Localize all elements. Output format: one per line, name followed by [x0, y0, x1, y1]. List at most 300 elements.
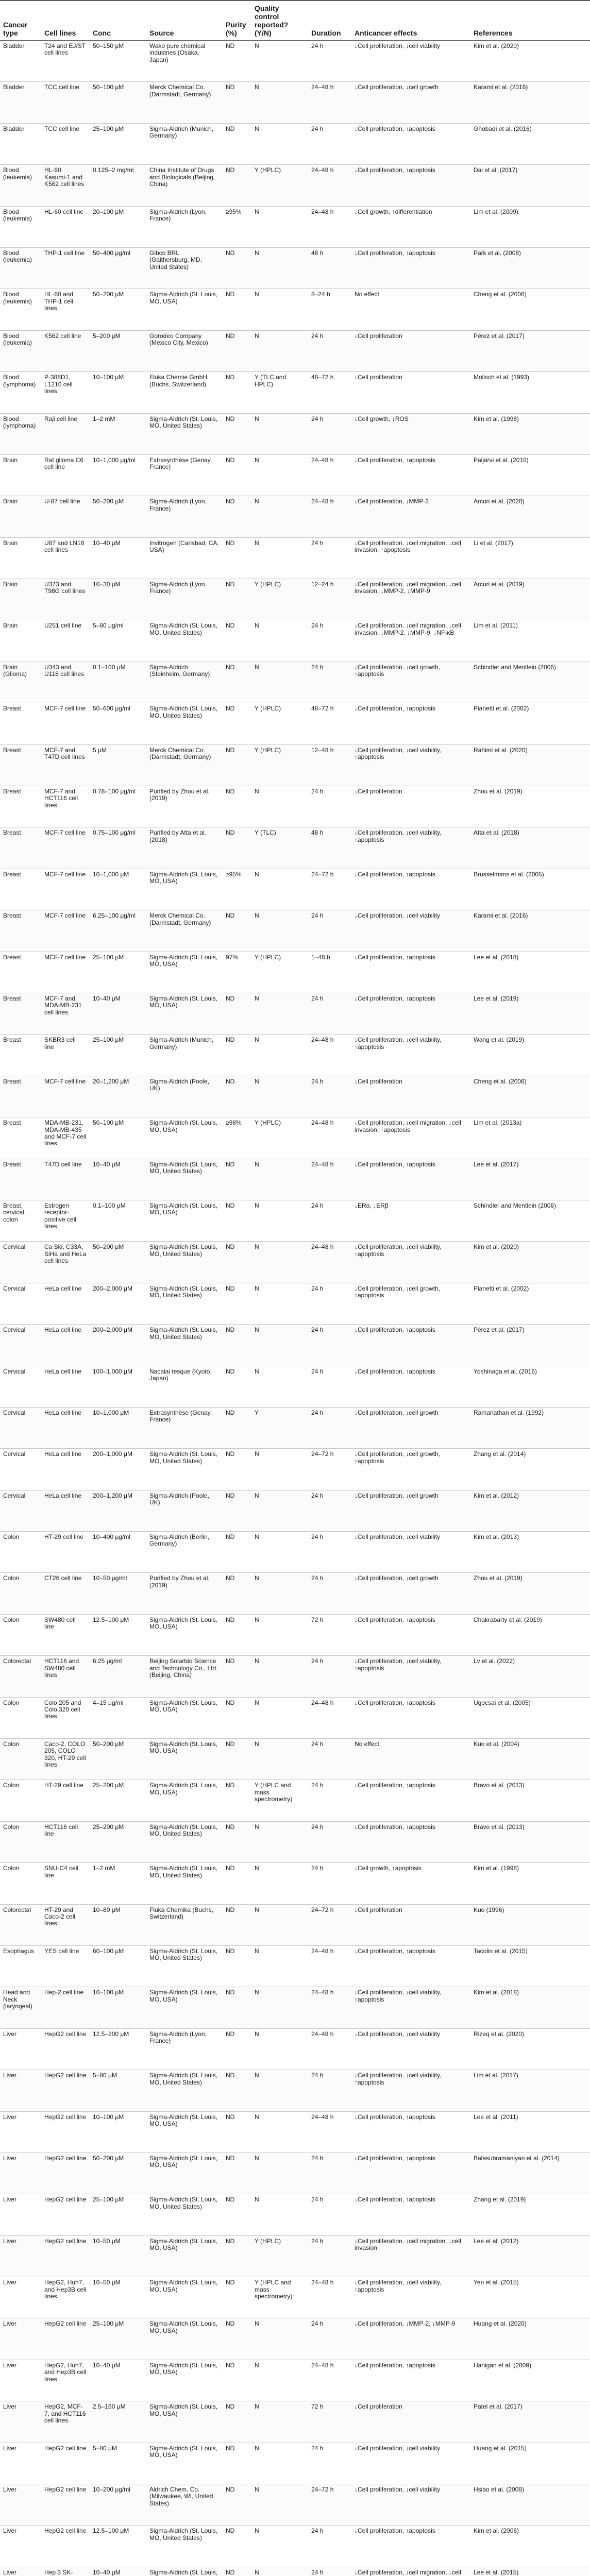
cell-purity: ND [223, 2567, 251, 2576]
cell-duration: 24 h [308, 1532, 351, 1573]
cell-cell-lines: HeLa cell line [41, 1283, 90, 1324]
cell-source: Sigma-Aldrich (St. Louis, MO, USA) [146, 952, 223, 993]
cell-quality-control: N [251, 1697, 308, 1738]
cell-cancer-type: Blood (leukemia) [0, 289, 41, 330]
cell-references: Hanigan et al. (2009) [470, 2360, 590, 2401]
cell-source: Wako pure chemical industries (Osaka, Japan) [146, 41, 223, 82]
cell-purity: ND [223, 41, 251, 82]
cell-cell-lines: MCF-7 cell line [41, 703, 90, 744]
table-header-row [0, 1, 590, 41]
cell-source: Sigma-Aldrich (St. Louis, MO, United States) [146, 1945, 223, 1987]
cell-conc: 10–40 μM [90, 2567, 146, 2576]
cell-purity: ≥98% [223, 1117, 251, 1159]
cell-quality-control: N [251, 2070, 308, 2111]
cell-cancer-type: Head and Neck (laryngeal) [0, 1987, 41, 2028]
cell-anticancer-effects: ↓Cell proliferation, ↓cell growth, ↑apoptosis [351, 1449, 470, 1490]
cell-cancer-type: Bladder [0, 41, 41, 82]
cell-anticancer-effects: ↓Cell proliferation, ↓cell growth [351, 82, 470, 123]
header-conc: Conc [90, 1, 146, 41]
cell-anticancer-effects: ↓Cell proliferation, ↓cell viability, ↑apoptosis [351, 744, 470, 786]
cell-anticancer-effects: ↓Cell proliferation [351, 330, 470, 371]
cell-duration: 8–24 h [308, 289, 351, 330]
cell-conc: 25–100 μM [90, 2318, 146, 2360]
header-duration: Duration [308, 1, 351, 41]
cell-references: Molisch et al. (1993) [470, 372, 590, 413]
cell-quality-control: N [251, 910, 308, 952]
cell-source: Beijing Solarbio Science and Technology Co., Ltd. (Beijing, China) [146, 1656, 223, 1697]
cell-purity: ND [223, 786, 251, 827]
table-row [0, 869, 590, 910]
cell-quality-control: N [251, 2526, 308, 2567]
cell-source: Sigma-Aldrich (St. Louis, MO, USA) [146, 2318, 223, 2360]
cell-purity: ND [223, 1863, 251, 1904]
cell-cell-lines: MDA-MB-231, MDA-MB-435 and MCF-7 cell lines [41, 1117, 90, 1159]
cell-references: Atta et al. (2018) [470, 827, 590, 869]
cell-quality-control: N [251, 454, 308, 496]
cell-cell-lines: U373 and T98G cell lines [41, 579, 90, 620]
cell-purity: ND [223, 1573, 251, 1614]
cell-cell-lines: HL-60 and THP-1 cell lines [41, 289, 90, 330]
cell-duration: 24 h [308, 1076, 351, 1117]
cell-quality-control: Y (HPLC) [251, 703, 308, 744]
cell-duration: 72 h [308, 2401, 351, 2443]
table-row [0, 247, 590, 289]
cell-anticancer-effects: ↓Cell proliferation, ↑apoptosis [351, 2194, 470, 2235]
cell-references: Kim et al. (2020) [470, 1242, 590, 1283]
cell-anticancer-effects: ↓Cell proliferation, ↓cell growth [351, 1490, 470, 1531]
cell-anticancer-effects: ↓Cell proliferation, ↓cell growth, ↑apoptosis [351, 662, 470, 703]
cell-anticancer-effects: ↓Cell proliferation, ↑apoptosis [351, 2360, 470, 2401]
cell-cancer-type: Cervical [0, 1407, 41, 1448]
table-row [0, 41, 590, 82]
cell-duration: 24–48 h [308, 82, 351, 123]
table-row [0, 2443, 590, 2484]
cell-cancer-type: Liver [0, 2070, 41, 2111]
cell-source: Sigma-Aldrich (St. Louis, MO, USA) [146, 289, 223, 330]
cell-references: Bravo et al. (2013) [470, 1780, 590, 1821]
cell-duration: 1–48 h [308, 952, 351, 993]
cell-anticancer-effects: ↓Cell proliferation, ↓cell viability, ↑apoptosis [351, 827, 470, 869]
cell-anticancer-effects: ↓Cell proliferation, ↑apoptosis [351, 1821, 470, 1862]
cell-conc: 25–100 μM [90, 2194, 146, 2235]
cell-cancer-type: Liver [0, 2153, 41, 2194]
table-row [0, 1863, 590, 1904]
cell-duration: 24–48 h [308, 496, 351, 537]
cell-cancer-type: Bladder [0, 82, 41, 123]
table-row [0, 579, 590, 620]
cell-conc: 10–1,000 μM [90, 869, 146, 910]
cell-quality-control: N [251, 1366, 308, 1407]
cell-quality-control: N [251, 2111, 308, 2153]
table-row [0, 703, 590, 744]
table-row [0, 1945, 590, 1987]
cell-conc: 200–2,000 μM [90, 1325, 146, 1366]
cell-cancer-type: Cervical [0, 1490, 41, 1531]
cell-cancer-type: Colon [0, 1821, 41, 1862]
cell-source: Nacalai tesque (Kyoto, Japan) [146, 1366, 223, 1407]
cell-anticancer-effects: ↓ERα, ↓ERβ [351, 1200, 470, 1241]
cell-cell-lines: U87 and LN18 cell lines [41, 537, 90, 579]
cell-conc: 10–40 μM [90, 2360, 146, 2401]
cell-quality-control: Y (HPLC) [251, 165, 308, 206]
cell-conc: 10–100 μM [90, 2111, 146, 2153]
cell-references: Zhou et al. (2019) [470, 1573, 590, 1614]
cell-source: Sigma-Aldrich (St. Louis, MO, USA) [146, 993, 223, 1034]
cell-cell-lines: HL-60, Kasumi-1 and K562 cell lines [41, 165, 90, 206]
cell-references: Zhang et al. (2014) [470, 1449, 590, 1490]
cell-cell-lines: HepG2 cell line [41, 2153, 90, 2194]
cell-references: Kim et al. (2020) [470, 41, 590, 82]
cell-cancer-type: Liver [0, 2526, 41, 2567]
cell-duration: 24–72 h [308, 1449, 351, 1490]
cell-references: Rizeq et al. (2020) [470, 2028, 590, 2070]
table-row [0, 1780, 590, 1821]
cell-cell-lines: MCF-7 and HCT116 cell lines [41, 786, 90, 827]
cell-quality-control: Y (HPLC and mass spectrometry) [251, 2277, 308, 2318]
cell-duration: 24 h [308, 1283, 351, 1324]
table-row [0, 827, 590, 869]
cell-quality-control: N [251, 1739, 308, 1780]
cell-conc: 50–400 μg/ml [90, 247, 146, 289]
cell-duration: 24 h [308, 1780, 351, 1821]
cell-anticancer-effects: ↓Cell proliferation, ↑apoptosis [351, 1697, 470, 1738]
cell-cell-lines: MCF-7 cell line [41, 952, 90, 993]
table-row [0, 1739, 590, 1780]
cell-source: Sigma-Aldrich (Lyon, France) [146, 579, 223, 620]
cell-source: Sigma-Aldrich (St. Louis, MO, United States) [146, 2526, 223, 2567]
cell-purity: ND [223, 2153, 251, 2194]
table-row [0, 1821, 590, 1862]
cell-quality-control: N [251, 1325, 308, 1366]
cell-conc: 10–50 μM [90, 2235, 146, 2277]
cell-cell-lines: HepG2 cell line [41, 2235, 90, 2277]
cell-anticancer-effects: ↓Cell proliferation, ↓cell viability [351, 910, 470, 952]
cell-quality-control: N [251, 247, 308, 289]
cell-quality-control: N [251, 1821, 308, 1862]
cell-source: Sigma-Aldrich (St. Louis, MO, United States) [146, 620, 223, 662]
cell-conc: 5 μM [90, 744, 146, 786]
cell-cell-lines: Ca Ski, C33A, SiHa and HeLa cell lines [41, 1242, 90, 1283]
cell-anticancer-effects: ↓Cell proliferation, ↓cell migration, ↓cell invasion, ↑apoptosis [351, 537, 470, 579]
cell-anticancer-effects: ↓Cell proliferation, ↓cell growth [351, 1407, 470, 1448]
table-body [0, 41, 590, 2576]
cell-conc: 10–1,000 μM [90, 1407, 146, 1448]
cell-references: Zhou et al. (2019) [470, 786, 590, 827]
cell-conc: 10–50 μM [90, 2277, 146, 2318]
cell-anticancer-effects: ↓Cell proliferation, ↑apoptosis [351, 703, 470, 744]
cell-purity: ND [223, 537, 251, 579]
table-row [0, 289, 590, 330]
cell-cancer-type: Colon [0, 1532, 41, 1573]
table-row [0, 662, 590, 703]
cell-references: Huang et al. (2020) [470, 2318, 590, 2360]
cell-source: Sigma-Aldrich (St. Louis, MO, United States) [146, 2194, 223, 2235]
cell-source: Merck Chemical Co. (Darmstadt, Germany) [146, 744, 223, 786]
cell-duration: 24–48 h [308, 1035, 351, 1076]
cell-purity: ND [223, 662, 251, 703]
table-row [0, 2028, 590, 2070]
cell-cell-lines: MCF-7 cell line [41, 910, 90, 952]
cell-quality-control: Y (HPLC) [251, 744, 308, 786]
cell-duration: 24–48 h [308, 1987, 351, 2028]
table-row [0, 82, 590, 123]
table-row [0, 2567, 590, 2576]
cell-quality-control: N [251, 662, 308, 703]
table-row [0, 993, 590, 1034]
cell-references: Li et al. (2017) [470, 537, 590, 579]
cell-duration: 24–72 h [308, 869, 351, 910]
table-row [0, 620, 590, 662]
cell-anticancer-effects: ↓Cell proliferation, ↓cell viability, ↑apoptosis [351, 2277, 470, 2318]
table-row [0, 1325, 590, 1366]
cell-cancer-type: Brain (Glioma) [0, 662, 41, 703]
cell-duration: 24–48 h [308, 2277, 351, 2318]
cell-conc: 10–1,000 μg/ml [90, 454, 146, 496]
cell-cancer-type: Breast [0, 827, 41, 869]
table-row [0, 2526, 590, 2567]
cell-references: Lim et al. (2017) [470, 2070, 590, 2111]
header-purity: Purity (%) [223, 1, 251, 41]
cell-quality-control: N [251, 1656, 308, 1697]
cell-source: Invitrogen (Carlsbad, CA, USA) [146, 537, 223, 579]
cell-anticancer-effects: ↓Cell proliferation, ↓cell migration, ↓cell invasion, ↓MMP-2, ↓MMP-9, ↓NF-κB [351, 620, 470, 662]
cell-source: Sigma-Aldrich (Steinheim, Germany) [146, 662, 223, 703]
cell-source: Sigma-Aldrich (Lyon, France) [146, 2028, 223, 2070]
cell-source: Sigma-Aldrich (Munich, Germany) [146, 1035, 223, 1076]
cell-purity: ND [223, 2443, 251, 2484]
cell-cancer-type: Liver [0, 2443, 41, 2484]
cell-purity: ND [223, 289, 251, 330]
cell-references: Dai et al. (2017) [470, 165, 590, 206]
table-row [0, 1076, 590, 1117]
cell-cancer-type: Cervical [0, 1242, 41, 1283]
cell-duration: 24 h [308, 910, 351, 952]
table-row [0, 413, 590, 454]
cell-source: Gorodeo Company (Mexico City, Mexico) [146, 330, 223, 371]
cell-duration: 24 h [308, 1863, 351, 1904]
cell-cancer-type: Cervical [0, 1283, 41, 1324]
cell-duration: 24 h [308, 2235, 351, 2277]
cell-conc: 12.5–100 μM [90, 2526, 146, 2567]
cell-duration: 72 h [308, 1614, 351, 1655]
cell-quality-control: N [251, 289, 308, 330]
cell-quality-control: N [251, 413, 308, 454]
cell-duration: 24 h [308, 620, 351, 662]
cell-anticancer-effects: ↓Cell proliferation, ↓cell viability, ↑apoptosis [351, 1242, 470, 1283]
cell-purity: ND [223, 2070, 251, 2111]
header-source: Source [146, 1, 223, 41]
cell-source: Sigma-Aldrich (St. Louis, MO, United States) [146, 1242, 223, 1283]
cell-source: Merck Chemical Co. (Darmstadt, Germany) [146, 910, 223, 952]
cell-anticancer-effects: ↓Cell proliferation, ↓cell migration, ↓cell invasion [351, 2235, 470, 2277]
cell-purity: 97% [223, 952, 251, 993]
cell-cell-lines: U-87 cell line [41, 496, 90, 537]
table-row [0, 1035, 590, 1076]
cell-anticancer-effects: ↓Cell proliferation [351, 1904, 470, 1945]
table-row [0, 2235, 590, 2277]
cell-anticancer-effects: ↓Cell growth, ↓ROS [351, 413, 470, 454]
cell-source: Sigma-Aldrich (Poole, UK) [146, 1490, 223, 1531]
table-row [0, 2111, 590, 2153]
cell-purity: ND [223, 1366, 251, 1407]
table-row [0, 496, 590, 537]
cell-purity: ND [223, 2111, 251, 2153]
cell-quality-control: Y [251, 1407, 308, 1448]
cell-anticancer-effects: ↓Cell proliferation, ↑apoptosis [351, 993, 470, 1034]
cell-references: Ghobadi et al. (2016) [470, 123, 590, 164]
cell-references: Kim et al. (2018) [470, 1987, 590, 2028]
cell-quality-control: Y (TLC) [251, 827, 308, 869]
cell-source: Sigma-Aldrich (St. Louis, MO, USA) [146, 1739, 223, 1780]
cell-cancer-type: Liver [0, 2028, 41, 2070]
cell-conc: 10–400 μg/ml [90, 1532, 146, 1573]
cell-references: Hsiao et al. (2008) [470, 2484, 590, 2526]
cell-conc: 1–2 mM [90, 413, 146, 454]
cell-cancer-type: Liver [0, 2360, 41, 2401]
cell-purity: ND [223, 744, 251, 786]
cell-cancer-type: Colon [0, 1614, 41, 1655]
cell-purity: ND [223, 1076, 251, 1117]
cell-duration: 24 h [308, 1490, 351, 1531]
cell-cancer-type: Breast [0, 869, 41, 910]
cell-purity: ND [223, 2277, 251, 2318]
cell-source: Extrasynthèse (Genay, France) [146, 1407, 223, 1448]
cell-cell-lines: CT26 cell line [41, 1573, 90, 1614]
cell-source: Purified by Zhou et al. (2019) [146, 1573, 223, 1614]
cell-conc: 50–150 μM [90, 41, 146, 82]
cell-anticancer-effects: ↓Cell proliferation, ↓cell growth, ↑apoptosis [351, 1283, 470, 1324]
cell-references: Bravo et al. (2013) [470, 1821, 590, 1862]
table-row [0, 910, 590, 952]
cell-quality-control: N [251, 2318, 308, 2360]
cell-source: Gibco BRL (Gaithersburg, MD, United States) [146, 247, 223, 289]
cell-purity: ND [223, 620, 251, 662]
cell-quality-control: N [251, 1159, 308, 1200]
cell-purity: ND [223, 2526, 251, 2567]
cell-conc: 10–30 μM [90, 579, 146, 620]
cell-duration: 24 h [308, 2153, 351, 2194]
cell-source: Sigma-Aldrich (St. Louis, MO, United States) [146, 1863, 223, 1904]
cell-duration: 24–48 h [308, 454, 351, 496]
cell-quality-control: N [251, 993, 308, 1034]
cell-quality-control: N [251, 1200, 308, 1241]
header-anticancer-effects: Anticancer effects [351, 1, 470, 41]
cell-source: Fluka Chemie GmbH (Buchs, Switzerland) [146, 372, 223, 413]
cell-source: Sigma-Aldrich (St. Louis, MO, United States) [146, 413, 223, 454]
cell-anticancer-effects: ↓Cell proliferation, ↑apoptosis [351, 1325, 470, 1366]
cell-references: Park et al. (2008) [470, 247, 590, 289]
cell-purity: ND [223, 2360, 251, 2401]
cell-purity: ND [223, 82, 251, 123]
cell-quality-control: N [251, 1490, 308, 1531]
cell-quality-control: N [251, 2443, 308, 2484]
cell-cancer-type: Liver [0, 2318, 41, 2360]
cell-source: Sigma-Aldrich (St. Louis, MO, USA) [146, 1987, 223, 2028]
cell-source: Sigma-Aldrich (St. Louis, MO, United States) [146, 703, 223, 744]
cell-anticancer-effects: ↓Cell proliferation, ↑apoptosis [351, 1614, 470, 1655]
cell-duration: 24 h [308, 2567, 351, 2576]
cell-cancer-type: Breast [0, 1159, 41, 1200]
cell-cell-lines: HepG2 cell line [41, 2526, 90, 2567]
cell-conc: 10–50 μg/ml [90, 1573, 146, 1614]
cell-cancer-type: Colorectal [0, 1904, 41, 1945]
table-row [0, 372, 590, 413]
cell-quality-control: Y (HPLC) [251, 579, 308, 620]
cell-references: Lee et al. (2018) [470, 952, 590, 993]
cell-cancer-type: Bladder [0, 123, 41, 164]
cell-purity: ND [223, 2484, 251, 2526]
cell-quality-control: N [251, 1449, 308, 1490]
cell-anticancer-effects: ↓Cell proliferation, ↓cell viability, ↑apoptosis [351, 1656, 470, 1697]
cell-cell-lines: HepG2 cell line [41, 2318, 90, 2360]
cell-references: Kuo et al. (2004) [470, 1739, 590, 1780]
cell-cell-lines: Rat glioma C6 cell line [41, 454, 90, 496]
cell-conc: 50–100 μM [90, 82, 146, 123]
cell-cell-lines: HepG2 cell line [41, 2070, 90, 2111]
table-row [0, 206, 590, 247]
cell-quality-control: Y (HPLC and mass spectrometry) [251, 1780, 308, 1821]
cell-conc: 0.1–100 μM [90, 662, 146, 703]
cell-conc: 5–200 μM [90, 330, 146, 371]
cell-cancer-type: Esophagus [0, 1945, 41, 1987]
cell-cancer-type: Brain [0, 454, 41, 496]
cell-quality-control: N [251, 206, 308, 247]
cell-cancer-type: Breast [0, 1076, 41, 1117]
cell-source: Sigma-Aldrich (St. Louis, MO, USA) [146, 2360, 223, 2401]
table-row [0, 537, 590, 579]
cell-quality-control: N [251, 2484, 308, 2526]
cell-anticancer-effects: ↓Cell proliferation, ↑apoptosis [351, 123, 470, 164]
table-row [0, 1614, 590, 1655]
cell-cell-lines: T47D cell line [41, 1159, 90, 1200]
cell-purity: ND [223, 1490, 251, 1531]
cell-purity: ND [223, 1035, 251, 1076]
cell-cell-lines: HepG2 cell line [41, 2111, 90, 2153]
cell-purity: ND [223, 2028, 251, 2070]
cell-source: Fluka Chemika (Buchs, Switzerland) [146, 1904, 223, 1945]
cell-references: Pérez et al. (2017) [470, 330, 590, 371]
cell-conc: 20–1,200 μM [90, 1076, 146, 1117]
cell-references: Cheng et al. (2006) [470, 289, 590, 330]
cell-source: Sigma-Aldrich (St. Louis, MO, USA) [146, 2443, 223, 2484]
cell-purity: ND [223, 1283, 251, 1324]
cell-references: Rahimi et al. (2020) [470, 744, 590, 786]
cell-cancer-type: Breast [0, 744, 41, 786]
cell-purity: ND [223, 2194, 251, 2235]
cell-duration: 24 h [308, 123, 351, 164]
cell-anticancer-effects: ↓Cell proliferation, ↓cell growth [351, 1573, 470, 1614]
cell-source: Sigma-Aldrich (St. Louis, MO, United States) [146, 2070, 223, 2111]
table-row [0, 2070, 590, 2111]
cell-conc: 5–80 μM [90, 2443, 146, 2484]
cell-source: Sigma-Aldrich (St. Louis, [146, 2567, 223, 2576]
cell-references: Huang et al. (2015) [470, 2443, 590, 2484]
cell-duration: 12–48 h [308, 744, 351, 786]
cell-source: Sigma-Aldrich (St. Louis, MO, USA) [146, 1780, 223, 1821]
table-row [0, 1366, 590, 1407]
cell-references: Pérez et al. (2017) [470, 1325, 590, 1366]
cell-cell-lines: Hep 3 SK- [41, 2567, 90, 2576]
cell-quality-control: N [251, 1904, 308, 1945]
table-row [0, 2401, 590, 2443]
cell-cell-lines: MCF-7 cell line [41, 827, 90, 869]
table-row [0, 454, 590, 496]
cell-cancer-type: Colon [0, 1780, 41, 1821]
cell-purity: ≥95% [223, 206, 251, 247]
cell-anticancer-effects: ↓Cell growth, ↑apoptosis [351, 1863, 470, 1904]
cell-cancer-type: Breast [0, 910, 41, 952]
cell-conc: 10–40 μM [90, 993, 146, 1034]
